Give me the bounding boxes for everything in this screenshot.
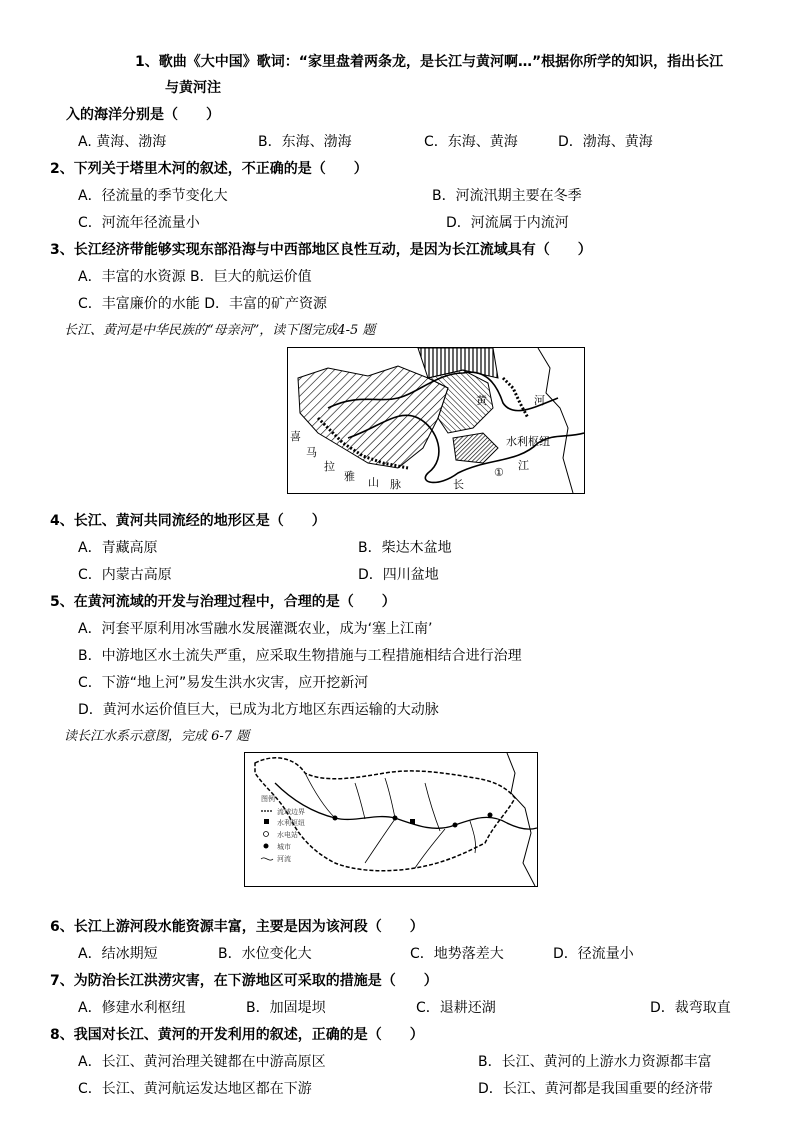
q2-option-b: B．河流汛期主要在冬季 [432, 188, 582, 204]
label-shan: 山 [368, 476, 379, 489]
map2-caption: 读长江水系示意图，完成 6-7 题 [64, 729, 250, 744]
legend-item-5: 河流 [277, 855, 291, 863]
q4-option-c: C．内蒙古高原 [78, 567, 172, 583]
q4-option-d: D．四川盆地 [358, 567, 439, 583]
q7-option-c: C．退耕还湖 [416, 1000, 496, 1016]
label-he: 河 [534, 394, 545, 407]
map2-legend [261, 794, 305, 863]
label-huang: 黄 [476, 394, 487, 407]
q1-stem-line3: 入的海洋分别是（ ） [66, 107, 220, 123]
q1-option-b: B．东海、渤海 [258, 134, 352, 150]
label-jiang: 江 [518, 459, 529, 472]
yangtze-yellow-river-map [287, 347, 585, 494]
q2-option-a: A．径流量的季节变化大 [78, 188, 228, 204]
q4-option-b: B．柴达木盆地 [358, 540, 452, 556]
q7-stem: 7、为防治长江洪涝灾害，在下游地区可采取的措施是（ ） [50, 973, 438, 989]
q4-option-a: A．青藏高原 [78, 540, 158, 556]
q3-stem: 3、长江经济带能够实现东部沿海与中西部地区良性互动，是因为长江流域具有（ ） [50, 242, 592, 258]
map2-svg [245, 753, 537, 886]
q8-option-a: A．长江、黄河治理关键都在中游高原区 [78, 1054, 326, 1070]
q2-option-d: D．河流属于内流河 [446, 215, 569, 231]
label-ma: 马 [306, 446, 317, 459]
q1-option-a: A. 黄海、渤海 [78, 134, 167, 150]
q1-stem-line1: 1、歌曲《大中国》歌词：“家里盘着两条龙，是长江与黄河啊…”根据你所学的知识，指出长江 [135, 54, 724, 70]
coastline [538, 348, 573, 493]
q6-option-a: A．结冰期短 [78, 946, 158, 962]
legend-item-3: 水电站 [277, 831, 298, 839]
yangtze-water-system-map [244, 752, 538, 887]
label-circle1: ① [494, 466, 504, 479]
q8-option-c: C．长江、黄河航运发达地区都在下游 [78, 1081, 312, 1097]
q8-stem: 8、我国对长江、黄河的开发利用的叙述，正确的是（ ） [50, 1027, 424, 1043]
q2-stem: 2、下列关于塔里木河的叙述，不正确的是（ ） [50, 161, 368, 177]
label-mai: 脉 [390, 478, 401, 491]
legend-item-4: 城市 [277, 843, 291, 851]
q1-stem-line2: 与黄河注 [165, 80, 221, 96]
q5-option-b: B．中游地区水土流失严重，应采取生物措施与工程措施相结合进行治理 [78, 648, 522, 664]
map1-svg [288, 348, 584, 493]
q6-stem: 6、长江上游河段水能资源丰富，主要是因为该河段（ ） [50, 919, 424, 935]
q6-option-b: B．水位变化大 [218, 946, 312, 962]
q1-option-c: C．东海、黄海 [424, 134, 518, 150]
q5-option-d: D．黄河水运价值巨大，已成为北方地区东西运输的大动脉 [78, 702, 439, 718]
q5-stem: 5、在黄河流域的开发与治理过程中，合理的是（ ） [50, 594, 396, 610]
label-la: 拉 [324, 460, 335, 473]
q7-option-b: B．加固堤坝 [246, 1000, 326, 1016]
basin-region [453, 433, 498, 463]
label-ya: 雅 [344, 470, 355, 483]
q5-option-a: A．河套平原利用冰雪融水发展灌溉农业，成为‘塞上江南’ [78, 621, 433, 637]
q8-option-b: B．长江、黄河的上游水力资源都丰富 [478, 1054, 712, 1070]
plateau-region [298, 366, 448, 468]
label-shuili: 水利枢纽 [506, 435, 550, 448]
legend-item-1: 流域边界 [277, 808, 305, 816]
q7-option-d: D．裁弯取直 [650, 1000, 731, 1016]
q6-option-d: D．径流量小 [553, 946, 634, 962]
q7-option-a: A．修建水利枢纽 [78, 1000, 186, 1016]
label-chang: 长 [453, 478, 464, 491]
q5-option-c: C．下游“地上河”易发生洪水灾害，应开挖新河 [78, 675, 369, 691]
east-mountain [503, 378, 528, 418]
label-xi: 喜 [290, 430, 301, 443]
q8-option-d: D．长江、黄河都是我国重要的经济带 [478, 1081, 713, 1097]
coastline-2 [507, 753, 535, 886]
map1-caption: 长江、黄河是中华民族的“母亲河”，读下图完成4-5 题 [64, 323, 376, 338]
q3-option-ab: A．丰富的水资源 B．巨大的航运价值 [78, 269, 312, 285]
q4-stem: 4、长江、黄河共同流经的地形区是（ ） [50, 513, 326, 529]
legend-item-2: 水利枢纽 [277, 819, 305, 827]
q1-option-d: D．渤海、黄海 [558, 134, 653, 150]
q2-option-c: C．河流年径流量小 [78, 215, 200, 231]
q3-option-cd: C．丰富廉价的水能 D．丰富的矿产资源 [78, 296, 328, 312]
legend-title: 图例 [261, 795, 275, 803]
q6-option-c: C．地势落差大 [410, 946, 504, 962]
